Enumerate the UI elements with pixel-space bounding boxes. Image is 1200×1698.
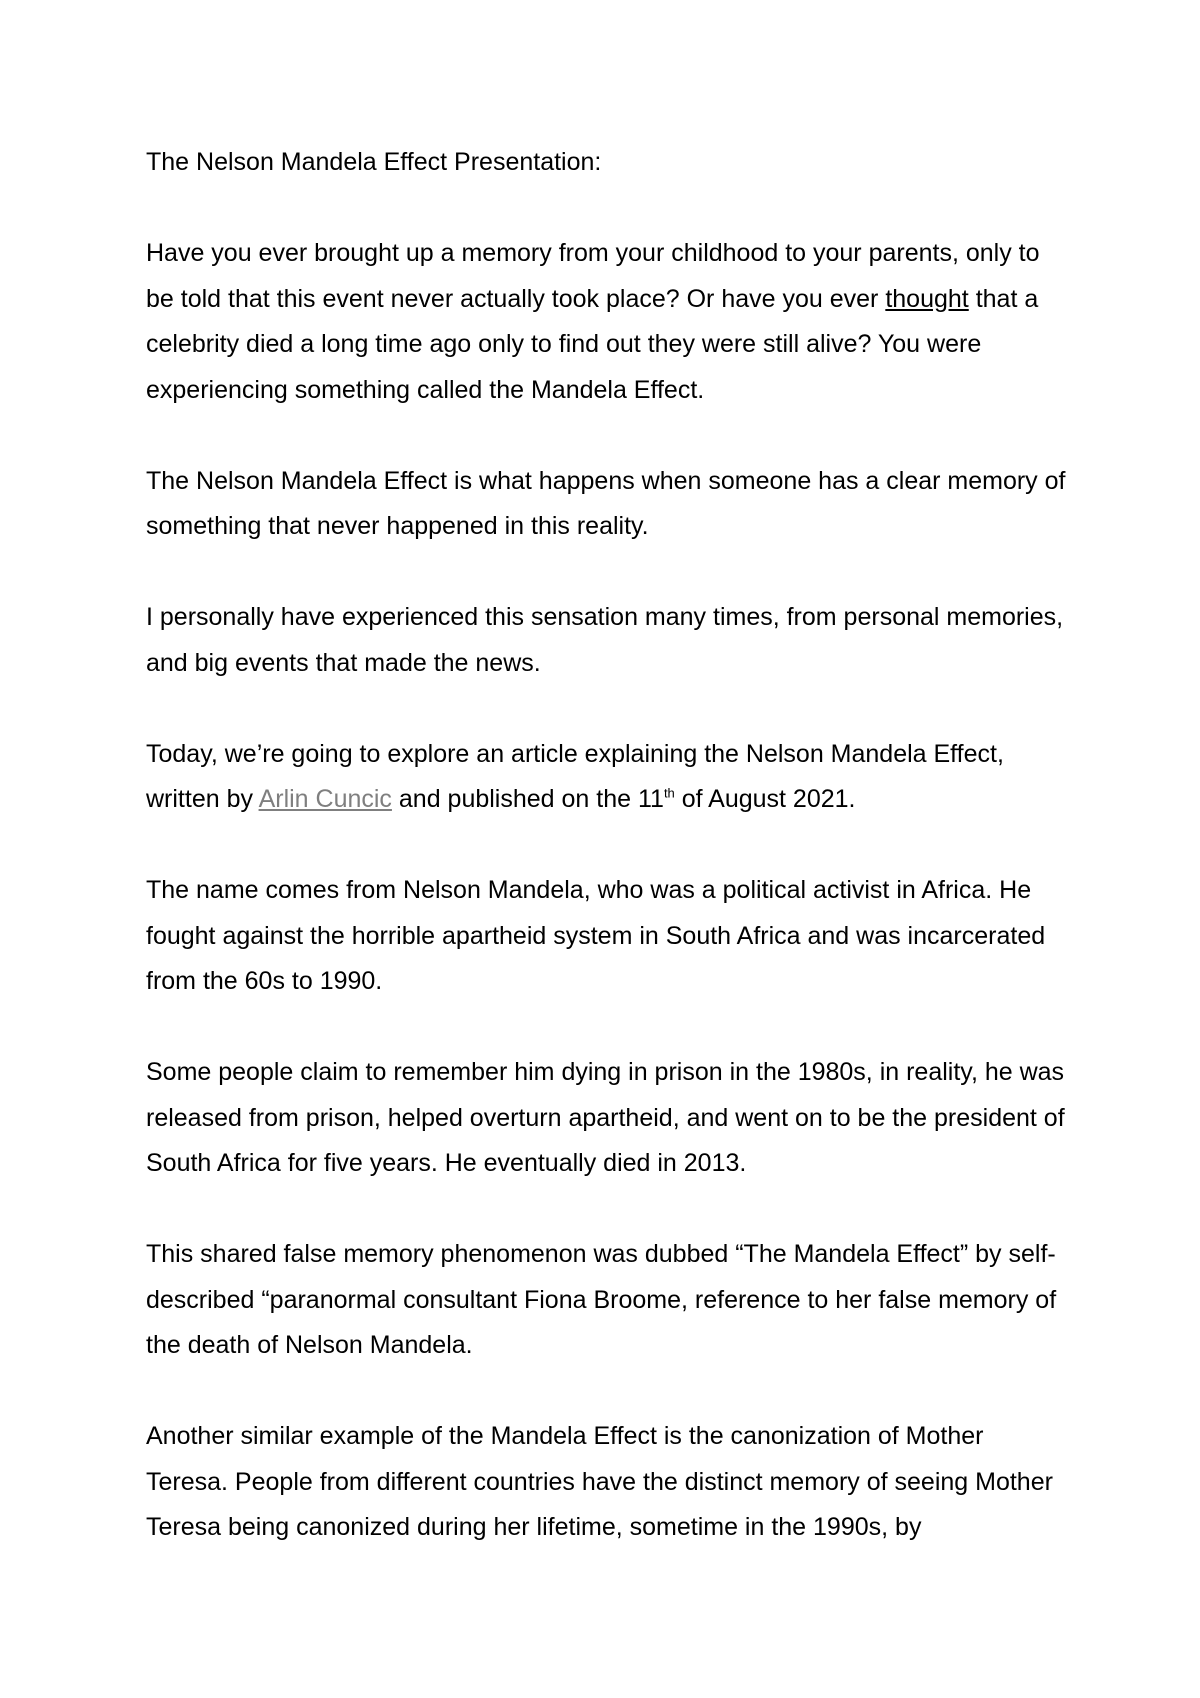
paragraph-article-text-start: Today, we’re going to explore an article explaining the Nelson Mandela Effect, written by	[146, 739, 1004, 813]
paragraph-name-origin: The name comes from Nelson Mandela, who was a political activist in Africa. He fought against the horrible apartheid system in South Africa and was incarcerated from the 60s to 1990.	[146, 876, 1046, 995]
paragraph-false-memory: Some people claim to remember him dying in prison in the 1980s, in reality, he was released from prison, helped overturn apartheid, and went on to be the president of South Africa for five years. He eventually died in 2013.	[146, 1058, 1065, 1177]
paragraph-dubbed: This shared false memory phenomenon was dubbed “The Mandela Effect” by self-described “paranormal consultant Fiona Broome, reference to her false memory of the death of Nelson Mandela.	[146, 1240, 1057, 1359]
paragraph-article-text-middle: and published on the 11	[391, 785, 664, 813]
document-body	[146, 140, 1066, 1596]
paragraph-definition: The Nelson Mandela Effect is what happens when someone has a clear memory of something that never happened in this reality.	[146, 466, 1066, 540]
paragraph-intro	[146, 231, 1066, 413]
paragraph-personal: I personally have experienced this sensation many times, from personal memories, and big events that made the news.	[146, 603, 1064, 677]
paragraph-intro-text-end: that a celebrity died a long time ago only to find out they were still alive? You were experiencing something called the Mandela Effect.	[146, 284, 1039, 404]
paragraph-mother-teresa: Another similar example of the Mandela Effect is the canonization of Mother Teresa. People from different countries have the distinct memory of seeing Mother Teresa being canonized during her lifetime, sometime in the 1990s, by	[146, 1422, 1053, 1541]
paragraph-article-text-end: of August 2021.	[674, 785, 856, 813]
paragraph-article	[146, 732, 1066, 823]
author-link[interactable]: Arlin Cuncic	[258, 785, 392, 813]
date-superscript: th	[663, 785, 675, 801]
document-title: The Nelson Mandela Effect Presentation:	[146, 148, 602, 176]
paragraph-intro-text-start: Have you ever brought up a memory from your childhood to your parents, only to be told that this event never actually took place? Or have you ever	[146, 239, 1040, 313]
underlined-word: thought	[885, 284, 969, 313]
